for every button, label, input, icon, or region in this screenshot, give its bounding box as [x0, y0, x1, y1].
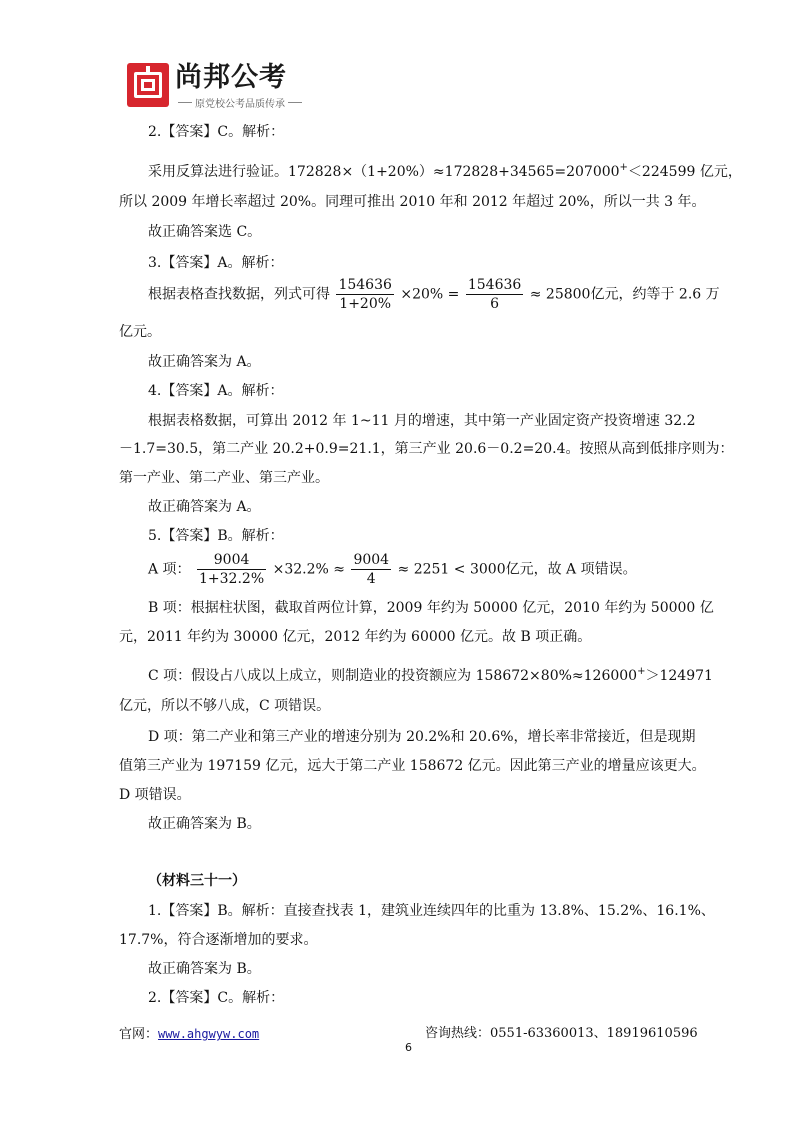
- conclusion-line: 故正确答案选 C。: [148, 224, 262, 240]
- answer-2-heading: 2.【答案】C。解析：: [148, 124, 285, 140]
- conclusion-line: 故正确答案为 A。: [148, 354, 261, 370]
- text-line: 采用反算法进行验证。172828×（1+20%）≈172828+34565=207000+＜224599 亿元，: [148, 162, 742, 180]
- footer-site: [119, 1025, 259, 1044]
- conclusion-line: 故正确答案为 B。: [148, 961, 261, 977]
- text-line: 亿元。: [119, 324, 161, 340]
- fraction: $\frac{9004}{1+32.2\%}$: [199, 552, 265, 587]
- text-line: B 项：根据柱状图，截取首两位计算，2009 年约为 50000 亿元，2010 年约为 50000 亿: [148, 600, 714, 616]
- formula-line: A 项： $\frac{9004}{1+32.2\%}$ ×32.2% ≈ $\frac{9004}{4}$ ≈ 2251 < 3000亿元，故 A 项错误。: [148, 552, 637, 587]
- formula-line: 根据表格查找数据，列式可得 $\frac{154636}{1+20\%}$ ×20% = $\frac{154636}{6}$ ≈ 25800亿元，约等于 2.6 万: [148, 277, 720, 312]
- text-line: D 项：第二产业和第三产业的增速分别为 20.2%和 20.6%，增长率非常接近，但是现期: [148, 729, 696, 745]
- footer-site-link[interactable]: www.ahgwyw.com: [158, 1027, 260, 1041]
- answer-3-heading: 3.【答案】A。解析：: [148, 255, 284, 271]
- logo-mark-icon: [127, 63, 169, 107]
- text-line: 值第三产业为 197159 亿元，远大于第二产业 158672 亿元。因此第三产业的增量应该更大。: [119, 758, 706, 774]
- answer-5-heading: 5.【答案】B。解析：: [148, 528, 284, 544]
- fraction: $\frac{154636}{6}$: [467, 277, 522, 312]
- footer-site-label: 官网：: [119, 1027, 159, 1042]
- footer-hotline: 咨询热线：0551-63360013、18919610596: [425, 1026, 698, 1041]
- text-line: D 项错误。: [119, 787, 191, 803]
- text-line: 元，2011 年约为 30000 亿元，2012 年约为 60000 亿元。故 B 项正确。: [119, 629, 592, 645]
- fraction: $\frac{154636}{1+20\%}$: [338, 277, 392, 312]
- text-line: 17.7%，符合逐渐增加的要求。: [119, 932, 318, 948]
- answer-1-heading: 1.【答案】B。解析：直接查找表 1，建筑业连续四年的比重为 13.8%、15.2%、16.1%、: [148, 903, 715, 919]
- answer-4-heading: 4.【答案】A。解析：: [148, 383, 284, 399]
- conclusion-line: 故正确答案为 B。: [148, 816, 261, 832]
- text-line: 第一产业、第二产业、第三产业。: [119, 470, 329, 486]
- logo: [127, 63, 305, 110]
- conclusion-line: 故正确答案为 A。: [148, 499, 261, 515]
- text-line: 根据表格数据，可算出 2012 年 1~11 月的增速，其中第一产业固定资产投资增速 32.2: [148, 413, 696, 429]
- logo-tagline: 原党校公考品质传承: [195, 99, 285, 110]
- logo-name: 尚邦公考: [175, 62, 287, 93]
- text-line: 所以 2009 年增长率超过 20%。同理可推出 2010 年和 2012 年超过 20%，所以一共 3 年。: [119, 194, 706, 210]
- answer-2-heading: 2.【答案】C。解析：: [148, 990, 285, 1006]
- text-line: C 项：假设占八成以上成立，则制造业的投资额应为 158672×80%≈126000+＞124971: [148, 666, 713, 684]
- text-line: －1.7=30.5，第二产业 20.2+0.9=21.1，第三产业 20.6－0.2=20.4。按照从高到低排序则为：: [119, 441, 734, 457]
- section-heading: （材料三十一）: [148, 873, 246, 889]
- fraction: $\frac{9004}{4}$: [353, 552, 390, 587]
- page-number: 6: [405, 1041, 412, 1054]
- text-line: 亿元，所以不够八成，C 项错误。: [119, 698, 331, 714]
